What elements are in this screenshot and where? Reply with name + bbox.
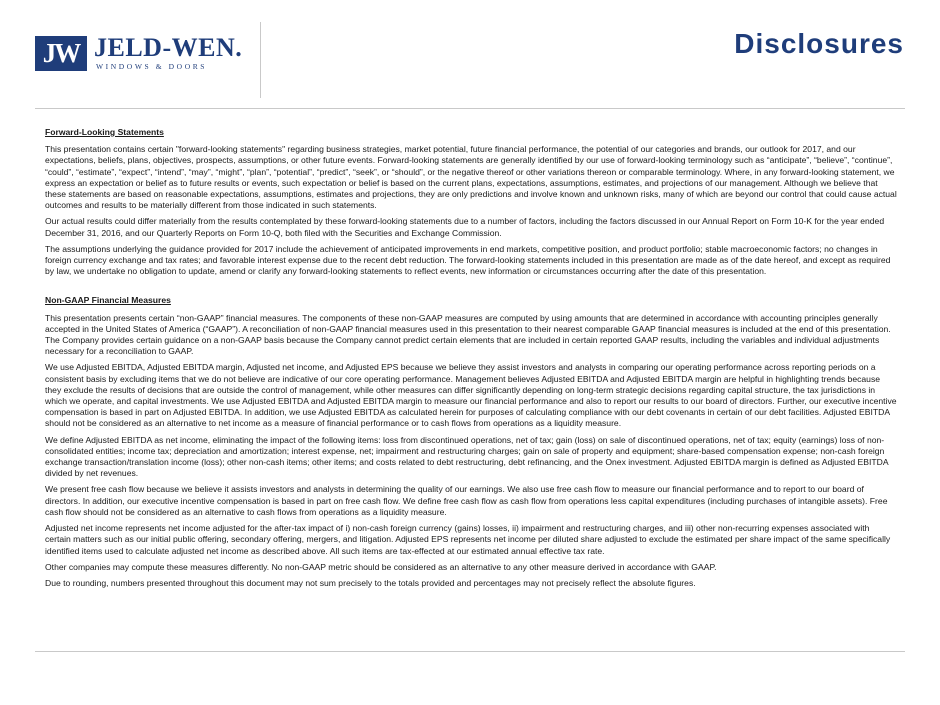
paragraph: The assumptions underlying the guidance provided for 2017 include the achievement of anticipated improvements in end markets, competitive position, and product portfolio; stable macroeconomic factors; no changes in foreign currency exchange and tax rates; and favorable interest expense due to the recent debt reduction. The forward-looking statements included in this presentation are made as of the date hereof, and except as required by law, we undertake no obligation to update, amend or clarify any forward-looking statements to reflect events, new information or circumstances occurring after the date of this presentation. [45, 243, 891, 277]
bottom-divider [35, 651, 905, 652]
logo-tagline: WINDOWS & DOORS [96, 62, 208, 71]
logo-name: JELD-WEN. [94, 33, 243, 62]
section-spacer [45, 282, 897, 295]
paragraph: We use Adjusted EBITDA, Adjusted EBITDA margin, Adjusted net income, and Adjusted EPS because we believe they assist investors and analysts in comparing our operating performance across reporting periods on a consistent basis by excluding items that we do not believe are indicative of our core operating performance. Management believes Adjusted EBITDA and Adjusted EBITDA margin are helpful in highlighting trends because they exclude the results of decisions that are outside the control of management, while other measures can differ significantly depending on long-term strategic decisions regarding capital structure, the tax jurisdictions in which we operate, and capital investments. We use Adjusted EBITDA and Adjusted EBITDA margin to measure our financial performance and also to report our results to our board of directors. Further, our executive incentive compensation is based in part on Adjusted EBITDA. In addition, we use Adjusted EBITDA as calculated herein for purposes of calculating compliance with our debt covenants in certain of our debt facilities. Adjusted EBITDA should not be considered as an alternative to net income as a measure of financial performance or to cash flows from operations as a liquidity measure. [45, 362, 897, 429]
paragraph: This presentation presents certain “non-GAAP” financial measures. The components of these non-GAAP measures are computed by using amounts that are determined in accordance with accounting principles generally accepted in the United States of America (“GAAP”). A reconciliation of non-GAAP financial measures used in this presentation to their nearest comparable GAAP financial measures is included at the end of this presentation. The Company provides certain guidance on a non-GAAP basis because the Company cannot predict certain elements that are included in certain reported GAAP results, including the variables and individual adjustments necessary for a reconciliation to GAAP. [45, 312, 891, 357]
paragraph: Other companies may compute these measures differently. No non-GAAP metric should be considered as an alternative to any other measure derived in accordance with GAAP. [45, 561, 717, 572]
section-heading: Non-GAAP Financial Measures [45, 295, 171, 306]
paragraph: We define Adjusted EBITDA as net income, eliminating the impact of the following items: loss from discontinued operations, net of tax; gain (loss) on sale of discontinued operations, net of tax; equity (earnings) loss of non-consolidated entities; income tax; depreciation and amortization; interest expense, net; impairment and restructuring charges; gain on sale of property and equipment; share-based compensation expense; non-cash foreign exchange transaction/translation income (loss); other non-cash items; other items; and costs related to debt restructuring, debt refinancing, and the Onex investment. Adjusted EBITDA margin is defined as Adjusted EBITDA divided by net revenues. [45, 434, 889, 479]
disclosure-content [45, 127, 897, 594]
logo-wordmark [94, 34, 242, 71]
paragraph: We present free cash flow because we believe it assists investors and analysts in determining the quality of our earnings. We also use free cash flow to measure our financial performance and to report to our board of directors. In addition, our executive incentive compensation is based in part on free cash flow. We define free cash flow as cash flow from operations less capital expenditures (including purchases of intangible assets). Free cash flow should not be considered as an alternative to cash flows from operations as a liquidity measure. [45, 484, 888, 517]
forward-looking-section [45, 127, 897, 277]
page-title: Disclosures [734, 28, 904, 59]
paragraph: This presentation contains certain "forward-looking statements" regarding business strategies, market potential, future financial performance, the potential of our categories and brands, our outlook for 2017, and our expectations, beliefs, plans, objectives, prospects, assumptions, or other future events. Forward-looking statements are generally identified by our use of forward-looking terminology such as “anticipate”, “believe”, “continue”, “could”, “estimate”, “expect”, “intend”, “may”, “might”, “plan”, “potential”, “predict”, “seek”, or “should”, or the negative thereof or other variations thereon or comparable terminology. Where, in any forward-looking statement, we express an expectation or belief as to future results or events, such expectation or belief is based on the current plans, expectations, assumptions, estimates, and projections of our management. Although we believe that these statements are based on reasonable expectations, assumptions, estimates and projections, they are only predictions and involve known and unknown risks, many of which are beyond our control that could cause actual outcomes and results to be materially different from those indicated in such statements. [45, 144, 897, 211]
paragraph: Adjusted net income represents net income adjusted for the after-tax impact of i) non-cash foreign currency (gains) losses, ii) impairment and restructuring charges, and iii) other non-recurring expenses associated with certain matters such as our initial public offering, secondary offering, mergers, and litigation. Adjusted EPS represents net income per diluted share adjusted to exclude the estimated per share impact of the same specifically identified items used to calculate adjusted net income as described above. All such items are tax-effected at our estimated annual effective tax rate. [45, 523, 891, 556]
logo-mark-text: JW [42, 38, 80, 68]
non-gaap-section [45, 295, 897, 589]
paragraph: Due to rounding, numbers presented throughout this document may not sum precisely to the totals provided and percentages may not precisely reflect the absolute figures. [45, 577, 696, 588]
section-heading: Forward-Looking Statements [45, 127, 164, 137]
paragraph: Our actual results could differ materially from the results contemplated by these forward-looking statements due to a number of factors, including the factors discussed in our Annual Report on Form 10-K for the year ended December 31, 2016, and our Quarterly Reports on Form 10-Q, both filed with the Securities and Exchange Commission. [45, 216, 885, 238]
logo-mark [35, 36, 87, 71]
top-divider [35, 108, 905, 109]
header-divider [260, 22, 261, 98]
